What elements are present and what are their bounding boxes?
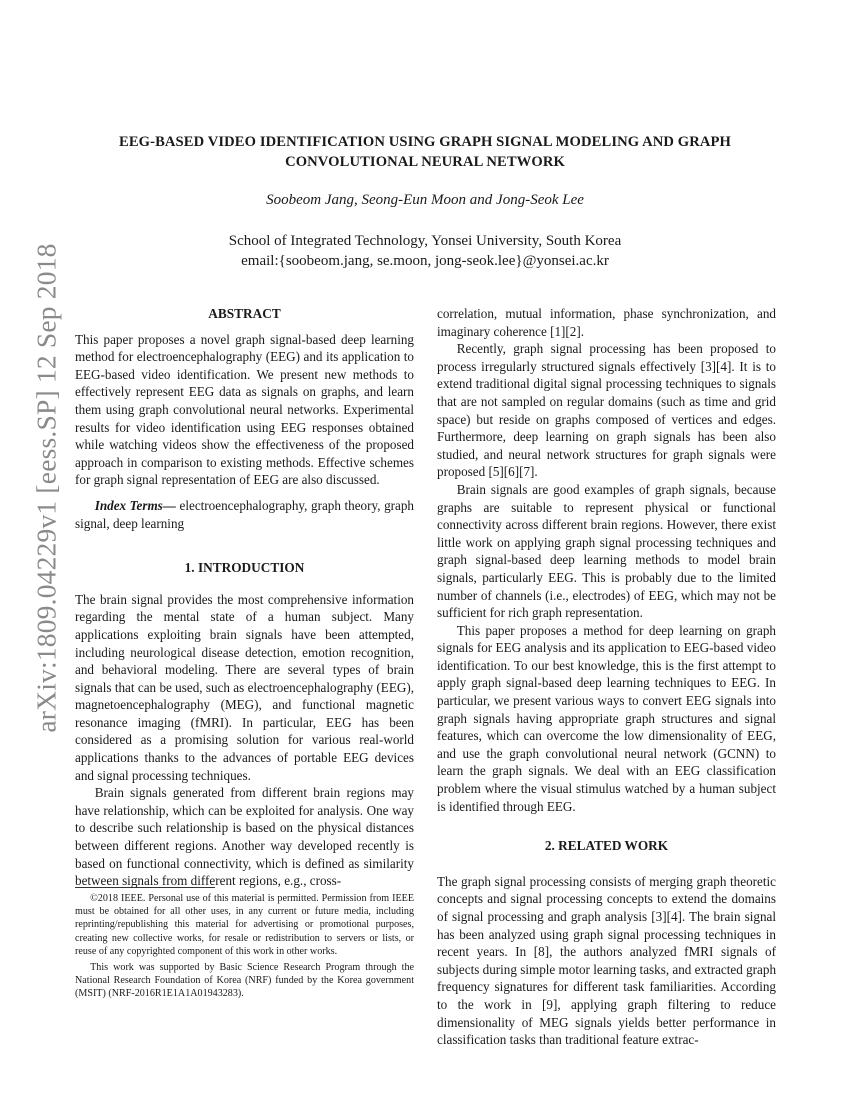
footnote-rule (75, 887, 215, 888)
intro-paragraph-2-continued: correlation, mutual information, phase synchronization, and imaginary coherence [1][2]. (437, 306, 776, 339)
email: email:{soobeom.jang, se.moon, jong-seok.lee}@yonsei.ac.kr (241, 253, 609, 269)
index-terms-text: electroencephalography, graph theory, graph signal, deep learning (75, 497, 414, 531)
funding-note: This work was supported by Basic Science Research Program through the National Research Foundation of Korea (NRF) funded by the Korea government (MSIT) (NRF-2016R1E1A1A01943283). (75, 962, 414, 1000)
arxiv-stamp (22, 242, 72, 733)
index-terms-label: Index Terms— (94, 497, 176, 513)
copyright-note: ©2018 IEEE. Personal use of this material is permitted. Permission from IEEE must be obtained for all other uses, in any current or future media, including reprinting/republishing this material for advertising or promotional purposes, creating new collective works, for resale or redistribution to servers or lists, or reuse of any copyrighted component of this work in other works. (75, 893, 414, 957)
intro-paragraph-3: Recently, graph signal processing has been proposed to process irregularly structured signals effectively [3][4]. It is to extend traditional digital signal processing techniques to signals that are not sampled on regular domains (such as time and grid space) but reside on graphs composed of vertices and edges. Furthermore, deep learning on graph signals has been also studied, and neural network structures for graph signals were proposed [5][6][7]. (437, 341, 776, 480)
arxiv-stamp-text: arXiv:1809.04229v1 [eess.SP] 12 Sep 2018 (31, 242, 63, 733)
title-line-1: EEG-BASED VIDEO IDENTIFICATION USING GRAPH SIGNAL MODELING AND GRAPH (119, 134, 731, 150)
intro-paragraph-1: The brain signal provides the most comprehensive information regarding the mental state of a human subject. Many applications exploiting brain signals have been attempted, including neurological disease detection, emotion recognition, and behavioral modeling. There are several types of brain signals that can be used, such as electroencephalography (EEG), magnetoencephalography (MEG), and functional magnetic resonance imaging (fMRI). In particular, EEG has been considered as a promising solution for various real-world applications thanks to the advances of portable EEG devices and signal processing techniques. (75, 591, 414, 783)
footnotes (75, 887, 414, 1001)
related-work-paragraph-1: The graph signal processing consists of merging graph theoretic concepts and signal processing concepts to extend the domains of signal processing and graph analysis [3][4]. The brain signal has been analyzed using graph signal processing techniques in recent years. In [8], the authors analyzed fMRI signals of subjects during simple motor learning tasks, and extracted graph frequency signatures for different task familiarities. According to the work in [9], applying graph filtering to reduce dimensionality of MEG signals yields better performance in classification tasks than traditional feature extrac- (437, 873, 777, 1048)
affiliation: School of Integrated Technology, Yonsei University, South Korea (228, 233, 622, 249)
affiliation-block (60, 231, 790, 271)
related-work-heading: 2. RELATED WORK (544, 838, 669, 854)
title-line-2: CONVOLUTIONAL NEURAL NETWORK (285, 154, 565, 170)
abstract-heading: ABSTRACT (208, 306, 281, 321)
left-column (75, 305, 414, 890)
authors: Soobeom Jang, Seong-Eun Moon and Jong-Seok Lee (266, 192, 584, 208)
abstract-text: This paper proposes a novel graph signal-based deep learning method for electroencephalography (EEG) and its application to EEG-based video identification. We present new methods to effectively represent EEG data as signals on graphs, and learn them using graph convolutional neural networks. Experimental results for video identification using EEG responses obtained while watching videos show the effectiveness of the proposed approach in comparison to existing methods. Effective schemes for graph signal representation of EEG are also discussed. (75, 331, 414, 488)
index-terms (75, 497, 414, 532)
intro-paragraph-2: Brain signals generated from different brain regions may have relationship, which can be exploited for analysis. One way to describe such relationship is based on the physical distances between different regions. Another way developed recently is based on functional connectivity, which is defined as similarity between signals from different regions, e.g., cross- (75, 785, 414, 889)
intro-paragraph-4: Brain signals are good examples of graph signals, because graphs are suitable to represent physical or functional connectivity across different brain regions. However, there exist little work on applying graph signal processing techniques and graph signal-based deep learning methods to model brain signals, particularly EEG. This is probably due to the limited number of channels (i.e., electrodes) of EEG, which may not be sufficient for rich graph representation. (437, 481, 776, 621)
intro-heading: 1. INTRODUCTION (184, 560, 305, 576)
intro-paragraph-5: This paper proposes a method for deep learning on graph signals for EEG analysis and its application to EEG-based video identification. To our best knowledge, this is the first attempt to apply graph signal-based deep learning techniques to EEG. In particular, we present various ways to convert EEG signals into graph signals having appropriate graph structures and signal features, which can overcome the low dimensionality of EEG, and use the graph convolutional neural network (GCNN) to learn the graph signals. We deal with an EEG classification problem where the visual stimulus watched by a human subject is identified through EEG. (437, 622, 776, 814)
right-column (437, 305, 776, 1049)
paper-title (60, 132, 790, 172)
